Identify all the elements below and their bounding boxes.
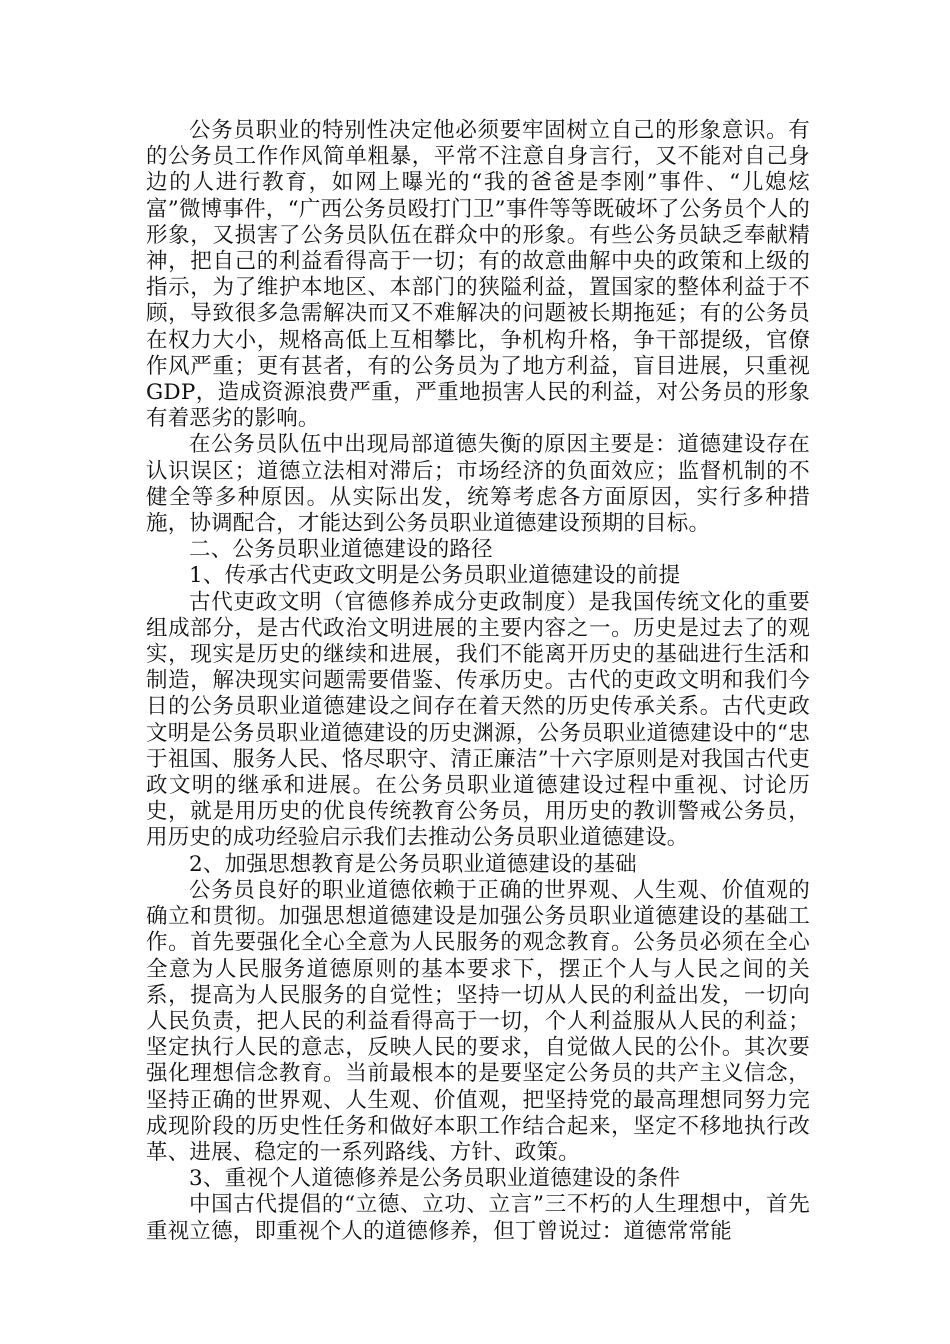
paragraph-ancient-civilization: 古代吏政文明（官德修养成分吏政制度）是我国传统文化的重要组成部分，是古代政治文明进展的主要内容之一。历史是过去了的观实，现实是历史的继续和进展，我们不能离开历史的基础进行生活和制造，解决现实问题需要借鉴、传承历史。古代的吏政文明和我们今日的公务员职业道德建设之间存在着天然的历史传承关系。古代吏政文明是公务员职业道德建设的历史渊源，公务员职业道德建设中的“忠于祖国、服务人民、恪尽职守、清正廉洁”十六字原则是对我国古代吏政文明的继承和进展。在公务员职业道德建设过程中重视、讨论历史，就是用历史的优良传统教育公务员，用历史的教训警戒公务员，用历史的成功经验启示我们去推动公务员职业道德建设。 (146, 589, 810, 851)
subheading-3: 3、重视个人道德修养是公务员职业道德建设的条件 (189, 1166, 681, 1192)
paragraph-ideological-education: 公务员良好的职业道德依赖于正确的世界观、人生观、价值观的确立和贯彻。加强思想道德建设是加强公务员职业道德建设的基础工作。首先要强化全心全意为人民服务的观念教育。公务员必须在全心全意为人民服务道德原则的基本要求下，摆正个人与人民之间的关系，提高为人民服务的自觉性；坚持一切从人民的利益出发，一切向人民负责，把人民的利益看得高于一切，个人利益服从人民的利益；坚定执行人民的意志，反映人民的要求，自觉做人民的公仆。其次要强化理想信念教育。当前最根本的是要坚定公务员的共产主义信念，坚持正确的世界观、人生观、价值观，把坚持党的最高理想同努力完成现阶段的历史性任务和做好本职工作结合起来，坚定不移地执行改革、进展、稳定的一系列路线、方针、政策。 (146, 877, 810, 1165)
subheading-2: 2、加强思想教育是公务员职业道德建设的基础 (189, 851, 637, 877)
paragraph-personal-morality: 中国古代提倡的“立德、立功、立言”三不朽的人生理想中，首先重视立德，即重视个人的道德修养，但丁曾说过：道德常常能 (146, 1192, 810, 1244)
paragraph-causes: 在公务员队伍中出现局部道德失衡的原因主要是：道德建设存在认识误区；道德立法相对滞后；市场经济的负面效应；监督机制的不健全等多种原因。从实际出发，统筹考虑各方面原因，实行多种措施，协调配合，才能达到公务员职业道德建设预期的目标。 (146, 432, 810, 537)
section-heading-2: 二、公务员职业道德建设的路径 (189, 537, 493, 563)
document-body (146, 118, 810, 1245)
paragraph-image-awareness: 公务员职业的特别性决定他必须要牢固树立自己的形象意识。有的公务员工作作风简单粗暴，平常不注意自身言行，又不能对自己身边的人进行教育，如网上曝光的“我的爸爸是李刚”事件、“儿媳炫富”微博事件，“广西公务员殴打门卫”事件等等既破坏了公务员个人的形象，又损害了公务员队伍在群众中的形象。有些公务员缺乏奉献精神，把自己的利益看得高于一切；有的故意曲解中央的政策和上级的指示，为了维护本地区、本部门的狭隘利益，置国家的整体利益于不顾，导致很多急需解决而又不难解决的问题被长期拖延；有的公务员在权力大小，规格高低上互相攀比，争机构升格，争干部提级，官僚作风严重；更有甚者，有的公务员为了地方利益，盲目进展，只重视GDP，造成资源浪费严重，严重地损害人民的利益，对公务员的形象有着恶劣的影响。 (146, 118, 810, 432)
subheading-1: 1、传承古代吏政文明是公务员职业道德建设的前提 (189, 563, 681, 589)
